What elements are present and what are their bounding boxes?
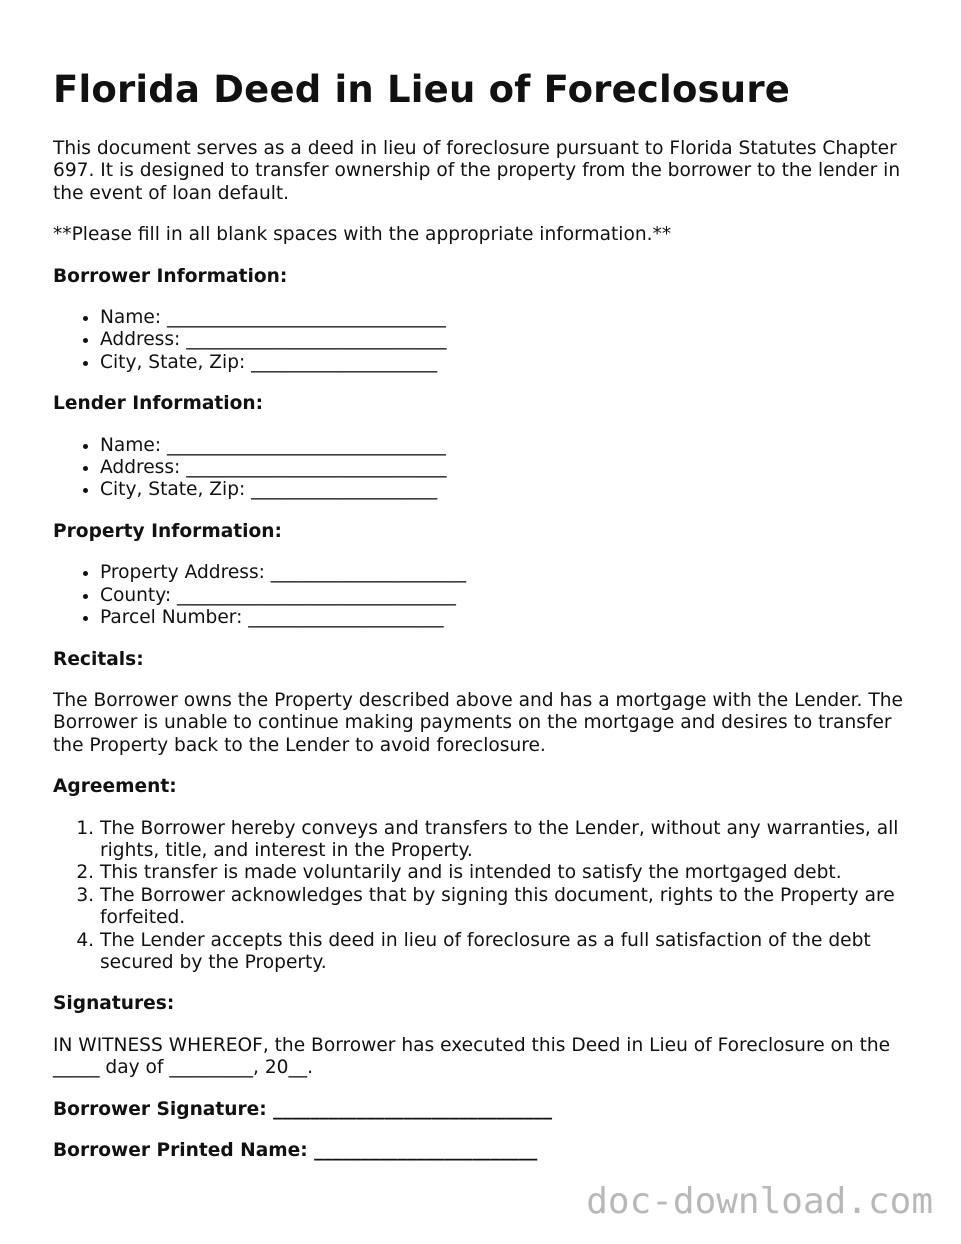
agreement-item: 2. This transfer is made voluntarily and is intended to satisfy the mortgaged debt. (100, 862, 913, 884)
borrower-name-item: • Name: ______________________________ (100, 307, 913, 329)
recitals-paragraph: The Borrower owns the Property described above and has a mortgage with the Lender. The Borrower is unable to continue making payments on the mortgage and desires to transfer the Property back to the Lender to avoid foreclosure. (53, 689, 903, 756)
agreement-list (53, 818, 913, 975)
lender-heading: Lender Information: (53, 393, 264, 415)
property-list (53, 562, 913, 629)
lender-name-item: • Name: ______________________________ (100, 435, 913, 457)
lender-address-item: • Address: ____________________________ (100, 457, 913, 479)
agreement-item: 1. The Borrower hereby conveys and transfers to the Lender, without any warranties, all rights, title, and interest in the Property. (100, 818, 913, 863)
property-heading: Property Information: (53, 520, 282, 542)
borrower-list (53, 307, 913, 374)
borrower-address-item: • Address: ____________________________ (100, 329, 913, 351)
agreement-heading: Agreement: (53, 776, 177, 798)
borrower-signature-line: Borrower Signature: ______________________________ (53, 1098, 553, 1120)
document-title: Florida Deed in Lieu of Foreclosure (53, 68, 791, 111)
intro-paragraph: This document serves as a deed in lieu of foreclosure pursuant to Florida Statutes Chapter 697. It is designed to transfer ownership of the property from the borrower to the lender in the event of loan default. (53, 138, 901, 204)
borrower-printed-name-line: Borrower Printed Name: ________________________ (53, 1140, 538, 1161)
agreement-item: 3. The Borrower acknowledges that by signing this document, rights to the Property are forfeited. (100, 885, 913, 930)
witness-paragraph: IN WITNESS WHEREOF, the Borrower has executed this Deed in Lieu of Foreclosure on the _____ day of _________, 20__. (53, 1034, 891, 1079)
borrower-heading: Borrower Information: (53, 265, 288, 287)
lender-list (53, 435, 913, 502)
borrower-city-item: • City, State, Zip: ____________________ (100, 352, 913, 374)
recitals-heading: Recitals: (53, 648, 144, 670)
property-address-item: • Property Address: _____________________ (100, 562, 913, 584)
signatures-heading: Signatures: (53, 993, 175, 1015)
lender-city-item: • City, State, Zip: ____________________ (100, 479, 913, 501)
document-page (53, 0, 913, 1162)
agreement-item: 4. The Lender accepts this deed in lieu of foreclosure as a full satisfaction of the debt secured by the Property. (100, 930, 913, 975)
property-county-item: • County: ______________________________ (100, 585, 913, 607)
property-parcel-item: • Parcel Number: _____________________ (100, 607, 913, 629)
fill-in-note: **Please fill in all blank spaces with the appropriate information.** (53, 224, 672, 246)
watermark-text: doc-download.com (586, 1181, 933, 1222)
